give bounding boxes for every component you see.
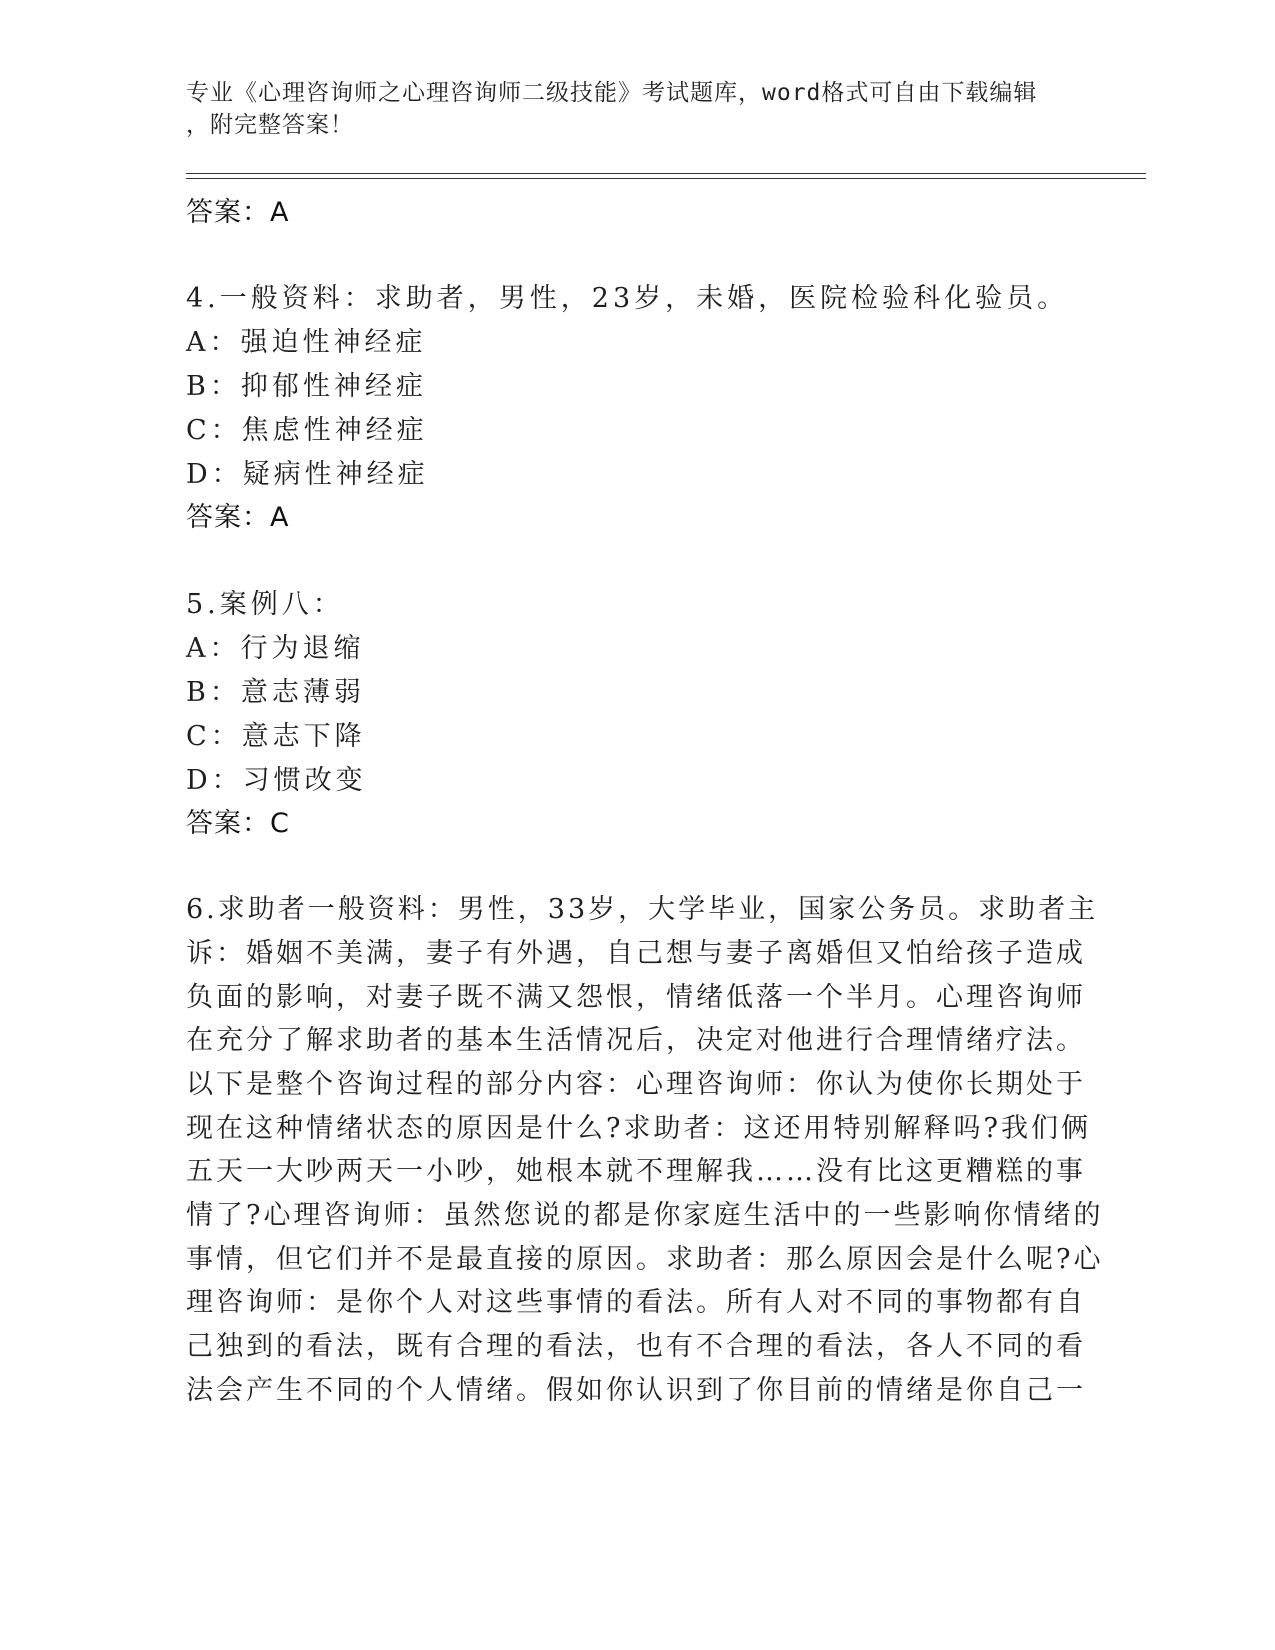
question-5-option-d: D：习惯改变	[186, 765, 367, 796]
header-title-line-2: ，附完整答案！	[186, 112, 354, 138]
question-6-line: 理咨询师：是你个人对这些事情的看法。所有人对不同的事物都有自	[186, 1287, 1086, 1318]
question-6-line: 法会产生不同的个人情绪。假如你认识到了你目前的情绪是你自己一	[186, 1375, 1086, 1406]
question-6-line: 在充分了解求助者的基本生活情况后，决定对他进行合理情绪疗法。	[186, 1025, 1086, 1056]
question-5-answer: 答案：C	[186, 808, 290, 839]
question-5-stem: 5.案例八：	[186, 589, 344, 620]
question-6-line: 现在这种情绪状态的原因是什么?求助者：这还用特别解释吗?我们俩	[186, 1113, 1091, 1144]
question-4-option-d: D：疑病性神经症	[186, 459, 429, 490]
header-title-line-1: 专业《心理咨询师之心理咨询师二级技能》考试题库，word格式可自由下载编辑	[186, 80, 1038, 106]
question-5-option-a: A：行为退缩	[186, 633, 365, 664]
question-6-line: 负面的影响，对妻子既不满又怨恨，情绪低落一个半月。心理咨询师	[186, 982, 1086, 1013]
question-4-option-a: A：强迫性神经症	[186, 327, 427, 358]
header-rule-bottom	[186, 178, 1146, 179]
question-6-line: 以下是整个咨询过程的部分内容：心理咨询师：你认为使你长期处于	[186, 1069, 1086, 1100]
question-6-line: 五天一大吵两天一小吵，她根本就不理解我……没有比这更糟糕的事	[186, 1156, 1086, 1187]
question-6-line: 己独到的看法，既有合理的看法，也有不合理的看法，各人不同的看	[186, 1331, 1086, 1362]
question-6-line: 诉：婚姻不美满，妻子有外遇，自己想与妻子离婚但又怕给孩子造成	[186, 938, 1086, 969]
question-5-option-b: B：意志薄弱	[186, 677, 365, 708]
question-4-stem: 4.一般资料：求助者，男性，23岁，未婚，医院检验科化验员。	[186, 283, 1069, 314]
header-rule-top	[186, 173, 1146, 174]
question-6-line: 6.求助者一般资料：男性，33岁，大学毕业，国家公务员。求助者主	[186, 894, 1099, 925]
question-4-answer: 答案：A	[186, 502, 290, 533]
question-4-option-c: C：焦虑性神经症	[186, 415, 428, 446]
question-4-option-b: B：抑郁性神经症	[186, 371, 427, 402]
question-5-option-c: C：意志下降	[186, 721, 366, 752]
answer-previous: 答案：A	[186, 197, 290, 228]
question-6-line: 情了?心理咨询师：虽然您说的都是你家庭生活中的一些影响你情绪的	[186, 1200, 1104, 1231]
question-6-line: 事情，但它们并不是最直接的原因。求助者：那么原因会是什么呢?心	[186, 1244, 1104, 1275]
